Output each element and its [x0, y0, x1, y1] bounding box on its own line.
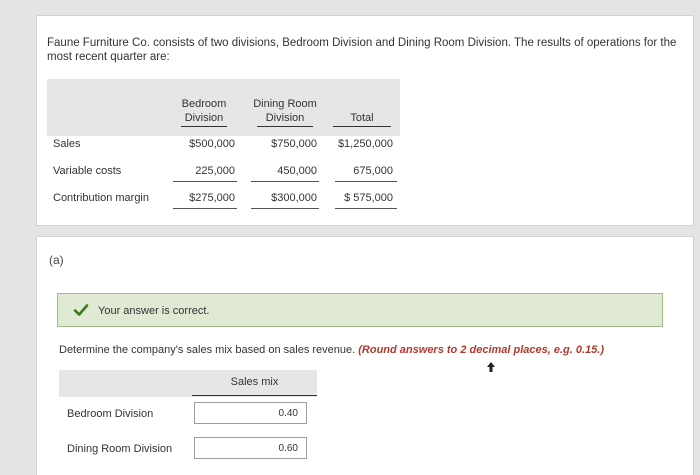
- column-header-bedroom: [171, 97, 237, 125]
- cell-sales-bedroom: $500,000: [189, 138, 235, 150]
- column-header-total: [327, 111, 397, 125]
- division-results-table: [47, 79, 400, 219]
- column-header-rule: [333, 126, 391, 127]
- cell-variable-dining: 450,000: [277, 165, 317, 177]
- column-header-rule: [181, 126, 227, 127]
- column-header-bedroom-line2: Division: [184, 112, 224, 124]
- row-label-contribution-margin: Contribution margin: [53, 192, 149, 204]
- column-header-total-label: Total: [350, 112, 374, 124]
- part-label: (a): [49, 253, 64, 267]
- problem-intro: Faune Furniture Co. consists of two divisions, Bedroom Division and Dining Room Division. The results of operations for the most recent quarter are:: [47, 37, 677, 63]
- correct-answer-banner: [57, 293, 663, 327]
- subtotal-rule: [251, 181, 319, 182]
- total-double-rule: [251, 208, 319, 209]
- subtotal-rule: [335, 181, 397, 182]
- cell-variable-total: 675,000: [353, 165, 393, 177]
- sales-mix-dining-input[interactable]: [194, 437, 307, 459]
- feedback-text: Your answer is correct.: [98, 305, 210, 317]
- column-header-rule: [257, 126, 313, 127]
- question-instruction: [59, 344, 604, 356]
- part-a-card: [36, 236, 694, 475]
- row-label-sales: Sales: [53, 138, 81, 150]
- column-header-dining: [247, 97, 323, 125]
- mix-row-label-dining: Dining Room Division: [67, 443, 173, 455]
- cell-cm-bedroom: $275,000: [189, 192, 235, 204]
- sales-mix-header-rule: [192, 395, 317, 396]
- cell-variable-bedroom: 225,000: [195, 165, 235, 177]
- cell-cm-dining: $300,000: [271, 192, 317, 204]
- sales-mix-header: Sales mix: [230, 376, 279, 388]
- column-header-dining-line2: Division: [265, 112, 305, 124]
- column-header-dining-line1: Dining Room: [253, 98, 317, 110]
- subtotal-rule: [173, 181, 237, 182]
- total-double-rule: [173, 208, 237, 209]
- mix-row-label-bedroom: Bedroom Division: [67, 408, 154, 420]
- checkmark-icon: [72, 301, 90, 319]
- cell-sales-dining: $750,000: [271, 138, 317, 150]
- problem-card: [36, 15, 694, 226]
- row-label-variable-costs: Variable costs: [53, 165, 122, 177]
- mouse-cursor-icon: [487, 362, 495, 372]
- column-header-bedroom-line1: Bedroom: [181, 98, 227, 110]
- cell-cm-total: $ 575,000: [344, 192, 393, 204]
- cell-sales-total: $1,250,000: [337, 138, 393, 150]
- instruction-main: Determine the company's sales mix based on sales revenue.: [59, 344, 356, 356]
- total-double-rule: [335, 208, 397, 209]
- instruction-hint: (Round answers to 2 decimal places, e.g. 0.15.): [358, 344, 605, 356]
- sales-mix-bedroom-input[interactable]: [194, 402, 307, 424]
- sales-mix-table: [59, 370, 319, 470]
